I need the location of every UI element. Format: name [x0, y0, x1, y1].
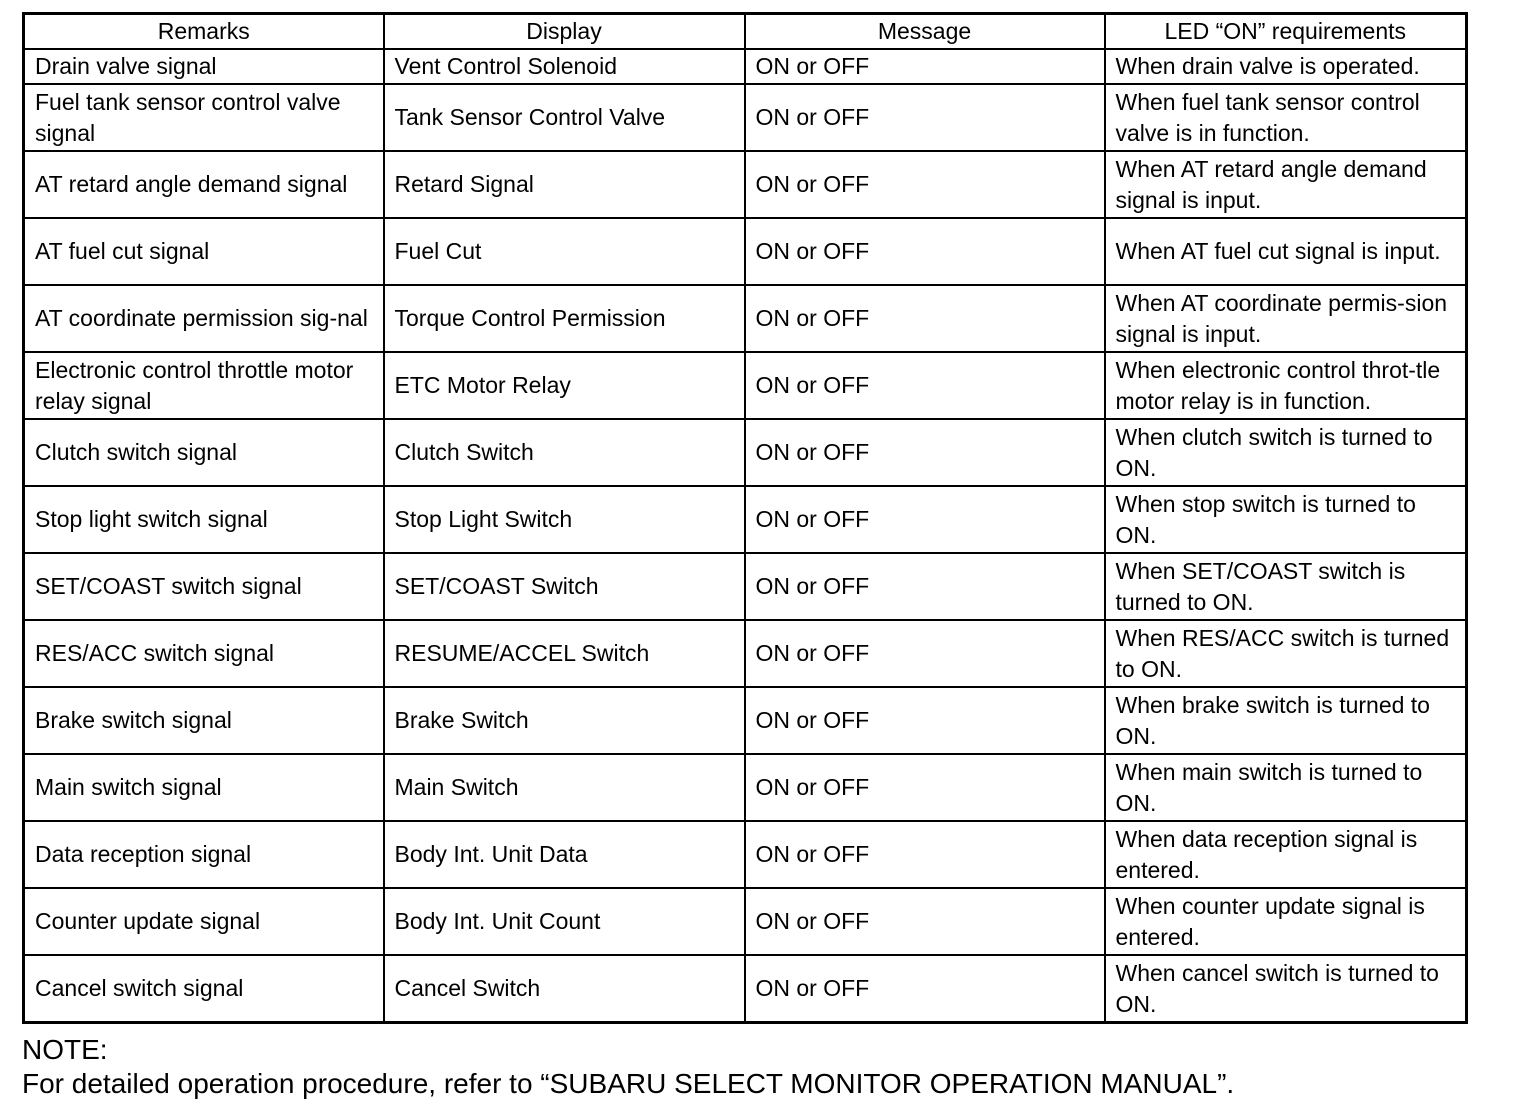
- cell-display: ETC Motor Relay: [384, 352, 745, 419]
- cell-display: Retard Signal: [384, 151, 745, 218]
- cell-message: ON or OFF: [745, 218, 1105, 285]
- table-row: [24, 553, 1467, 620]
- table-row: [24, 151, 1467, 218]
- cell-led-requirement: When AT coordinate permis-sion signal is input.: [1105, 285, 1467, 352]
- cell-remarks: Electronic control throttle motor relay signal: [24, 352, 384, 419]
- cell-message: ON or OFF: [745, 486, 1105, 553]
- table-row: [24, 419, 1467, 486]
- cell-message: ON or OFF: [745, 419, 1105, 486]
- table-row: [24, 486, 1467, 553]
- cell-remarks: Main switch signal: [24, 754, 384, 821]
- table-row: [24, 218, 1467, 285]
- cell-display: Cancel Switch: [384, 955, 745, 1023]
- cell-led-requirement: When RES/ACC switch is turned to ON.: [1105, 620, 1467, 687]
- cell-remarks: RES/ACC switch signal: [24, 620, 384, 687]
- table-row: [24, 888, 1467, 955]
- table-header-row: [24, 14, 1467, 50]
- cell-message: ON or OFF: [745, 687, 1105, 754]
- cell-message: ON or OFF: [745, 620, 1105, 687]
- cell-led-requirement: When electronic control throt-tle motor relay is in function.: [1105, 352, 1467, 419]
- header-display: Display: [384, 14, 745, 50]
- cell-remarks: Drain valve signal: [24, 49, 384, 84]
- cell-message: ON or OFF: [745, 955, 1105, 1023]
- cell-led-requirement: When AT fuel cut signal is input.: [1105, 218, 1467, 285]
- cell-display: Stop Light Switch: [384, 486, 745, 553]
- cell-remarks: Data reception signal: [24, 821, 384, 888]
- cell-led-requirement: When clutch switch is turned to ON.: [1105, 419, 1467, 486]
- table-row: [24, 352, 1467, 419]
- cell-remarks: SET/COAST switch signal: [24, 553, 384, 620]
- cell-led-requirement: When AT retard angle demand signal is input.: [1105, 151, 1467, 218]
- cell-message: ON or OFF: [745, 49, 1105, 84]
- cell-message: ON or OFF: [745, 821, 1105, 888]
- cell-led-requirement: When data reception signal is entered.: [1105, 821, 1467, 888]
- table-row: [24, 620, 1467, 687]
- cell-message: ON or OFF: [745, 151, 1105, 218]
- table-row: [24, 285, 1467, 352]
- cell-message: ON or OFF: [745, 84, 1105, 151]
- table-row: [24, 955, 1467, 1023]
- cell-remarks: Stop light switch signal: [24, 486, 384, 553]
- table-row: [24, 754, 1467, 821]
- note-block: [22, 1033, 1234, 1101]
- header-led-requirements: LED “ON” requirements: [1105, 14, 1467, 50]
- table-row: [24, 821, 1467, 888]
- cell-message: ON or OFF: [745, 888, 1105, 955]
- cell-message: ON or OFF: [745, 352, 1105, 419]
- cell-led-requirement: When stop switch is turned to ON.: [1105, 486, 1467, 553]
- cell-message: ON or OFF: [745, 754, 1105, 821]
- table-row: [24, 687, 1467, 754]
- cell-remarks: Fuel tank sensor control valve signal: [24, 84, 384, 151]
- cell-led-requirement: When counter update signal is entered.: [1105, 888, 1467, 955]
- cell-message: ON or OFF: [745, 553, 1105, 620]
- cell-led-requirement: When SET/COAST switch is turned to ON.: [1105, 553, 1467, 620]
- note-label: NOTE:: [22, 1034, 108, 1065]
- cell-led-requirement: When fuel tank sensor control valve is in function.: [1105, 84, 1467, 151]
- cell-led-requirement: When brake switch is turned to ON.: [1105, 687, 1467, 754]
- cell-remarks: AT retard angle demand signal: [24, 151, 384, 218]
- cell-remarks: Counter update signal: [24, 888, 384, 955]
- cell-display: Main Switch: [384, 754, 745, 821]
- cell-display: Fuel Cut: [384, 218, 745, 285]
- cell-display: Tank Sensor Control Valve: [384, 84, 745, 151]
- cell-display: Brake Switch: [384, 687, 745, 754]
- header-message: Message: [745, 14, 1105, 50]
- cell-display: Clutch Switch: [384, 419, 745, 486]
- note-text: For detailed operation procedure, refer to “SUBARU SELECT MONITOR OPERATION MANUAL”.: [22, 1068, 1235, 1099]
- cell-led-requirement: When cancel switch is turned to ON.: [1105, 955, 1467, 1023]
- cell-display: SET/COAST Switch: [384, 553, 745, 620]
- cell-display: Body Int. Unit Count: [384, 888, 745, 955]
- cell-display: Vent Control Solenoid: [384, 49, 745, 84]
- cell-display: RESUME/ACCEL Switch: [384, 620, 745, 687]
- cell-remarks: Cancel switch signal: [24, 955, 384, 1023]
- table-row: [24, 84, 1467, 151]
- signal-table: [22, 12, 1468, 1024]
- cell-message: ON or OFF: [745, 285, 1105, 352]
- cell-remarks: AT coordinate permission sig-nal: [24, 285, 384, 352]
- table-body: [24, 49, 1467, 1023]
- cell-remarks: Brake switch signal: [24, 687, 384, 754]
- cell-led-requirement: When drain valve is operated.: [1105, 49, 1467, 84]
- header-remarks: Remarks: [24, 14, 384, 50]
- cell-remarks: Clutch switch signal: [24, 419, 384, 486]
- table-row: [24, 49, 1467, 84]
- cell-led-requirement: When main switch is turned to ON.: [1105, 754, 1467, 821]
- cell-display: Body Int. Unit Data: [384, 821, 745, 888]
- cell-remarks: AT fuel cut signal: [24, 218, 384, 285]
- cell-display: Torque Control Permission: [384, 285, 745, 352]
